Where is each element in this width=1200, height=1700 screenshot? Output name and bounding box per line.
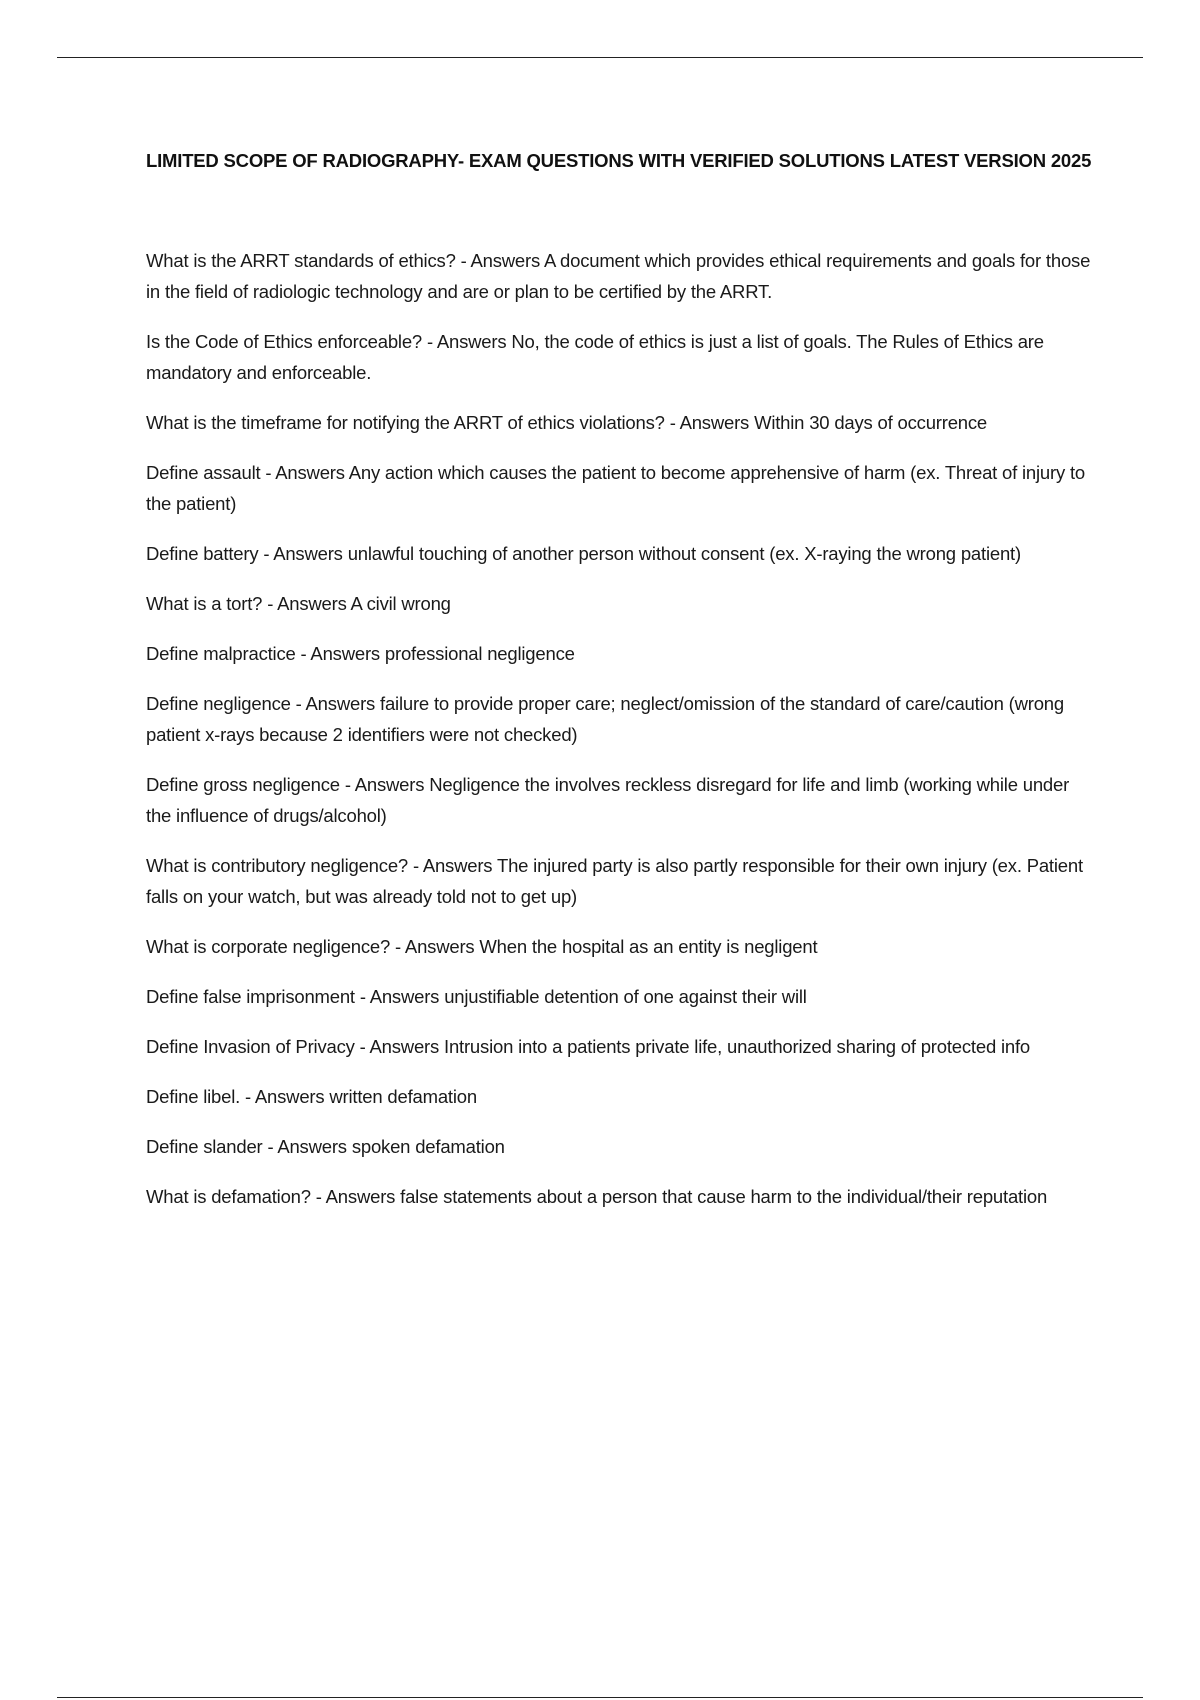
answer-separator: - Answers bbox=[262, 1136, 352, 1157]
question-text: What is corporate negligence? bbox=[146, 936, 391, 957]
qa-item bbox=[146, 981, 1096, 1012]
answer-text: The injured party is also partly responsible for their own injury (ex. Patient falls on your watch, but was already told not to get up) bbox=[146, 855, 1083, 907]
question-text: Define assault bbox=[146, 462, 261, 483]
question-text: What is contributory negligence? bbox=[146, 855, 408, 876]
answer-text: A document which provides ethical requirements and goals for those in the field of radiologic technology and are or plan to be certified by the ARRT. bbox=[146, 250, 1091, 302]
qa-item bbox=[146, 1081, 1096, 1112]
answer-text: Any action which causes the patient to become apprehensive of harm (ex. Threat of injury to the patient) bbox=[146, 462, 1085, 514]
qa-item bbox=[146, 688, 1096, 750]
answer-separator: - Answers bbox=[408, 855, 497, 876]
answer-text: No, the code of ethics is just a list of goals. The Rules of Ethics are mandatory and enforceable. bbox=[146, 331, 1044, 383]
qa-item bbox=[146, 769, 1096, 831]
answer-separator: - Answers bbox=[422, 331, 512, 352]
qa-item bbox=[146, 1031, 1096, 1062]
qa-item bbox=[146, 326, 1096, 388]
question-text: Define slander bbox=[146, 1136, 263, 1157]
answer-separator: - Answers bbox=[390, 936, 480, 957]
answer-separator: - Answers bbox=[354, 986, 445, 1007]
qa-list bbox=[146, 245, 1096, 1212]
qa-item bbox=[146, 538, 1096, 569]
answer-separator: - Answers bbox=[295, 643, 385, 664]
qa-item bbox=[146, 1131, 1096, 1162]
answer-separator: - Answers bbox=[310, 1186, 401, 1207]
answer-text: written defamation bbox=[329, 1086, 477, 1107]
question-text: What is defamation? bbox=[146, 1186, 311, 1207]
qa-item bbox=[146, 457, 1096, 519]
qa-item bbox=[146, 245, 1096, 307]
answer-text: Negligence the involves reckless disregard for life and limb (working while under the influence of drugs/alcohol) bbox=[146, 774, 1070, 826]
question-text: What is a tort? bbox=[146, 593, 263, 614]
answer-separator: - Answers bbox=[240, 1086, 330, 1107]
question-text: Define gross negligence bbox=[146, 774, 340, 795]
question-text: Define false imprisonment bbox=[146, 986, 355, 1007]
document-title: LIMITED SCOPE OF RADIOGRAPHY- EXAM QUESTIONS WITH VERIFIED SOLUTIONS LATEST VERSION 2025 bbox=[146, 150, 1092, 171]
question-text: Define Invasion of Privacy bbox=[146, 1036, 355, 1057]
document-body bbox=[146, 144, 1096, 1231]
question-text: Define battery bbox=[146, 543, 259, 564]
answer-separator: - Answers bbox=[354, 1036, 444, 1057]
question-text: What is the ARRT standards of ethics? bbox=[146, 250, 456, 271]
answer-text: professional negligence bbox=[384, 643, 575, 664]
qa-item bbox=[146, 1181, 1096, 1212]
qa-item bbox=[146, 931, 1096, 962]
answer-text: A civil wrong bbox=[350, 593, 451, 614]
answer-text: failure to provide proper care; neglect/omission of the standard of care/caution (wrong patient x-rays because 2 identifiers were not checked) bbox=[146, 693, 1064, 745]
answer-separator: - Answers bbox=[290, 693, 381, 714]
question-text: What is the timeframe for notifying the ARRT of ethics violations? bbox=[146, 412, 665, 433]
answer-separator: - Answers bbox=[262, 593, 351, 614]
header-rule bbox=[57, 57, 1143, 58]
answer-text: Intrusion into a patients private life, unauthorized sharing of protected info bbox=[444, 1036, 1031, 1057]
qa-item bbox=[146, 407, 1096, 438]
answer-separator: - Answers bbox=[455, 250, 544, 271]
answer-separator: - Answers bbox=[339, 774, 430, 795]
answer-text: false statements about a person that cause harm to the individual/their reputation bbox=[400, 1186, 1048, 1207]
qa-item bbox=[146, 588, 1096, 619]
footer-rule bbox=[57, 1697, 1143, 1698]
answer-separator: - Answers bbox=[258, 543, 348, 564]
answer-text: Within 30 days of occurrence bbox=[754, 412, 988, 433]
qa-item bbox=[146, 638, 1096, 669]
question-text: Define libel. bbox=[146, 1086, 241, 1107]
question-text: Is the Code of Ethics enforceable? bbox=[146, 331, 423, 352]
answer-separator: - Answers bbox=[260, 462, 349, 483]
answer-text: unlawful touching of another person without consent (ex. X-raying the wrong patient) bbox=[347, 543, 1021, 564]
answer-text: spoken defamation bbox=[351, 1136, 505, 1157]
question-text: Define malpractice bbox=[146, 643, 296, 664]
answer-separator: - Answers bbox=[664, 412, 755, 433]
question-text: Define negligence bbox=[146, 693, 291, 714]
qa-item bbox=[146, 850, 1096, 912]
answer-text: unjustifiable detention of one against their will bbox=[444, 986, 807, 1007]
answer-text: When the hospital as an entity is negligent bbox=[479, 936, 818, 957]
